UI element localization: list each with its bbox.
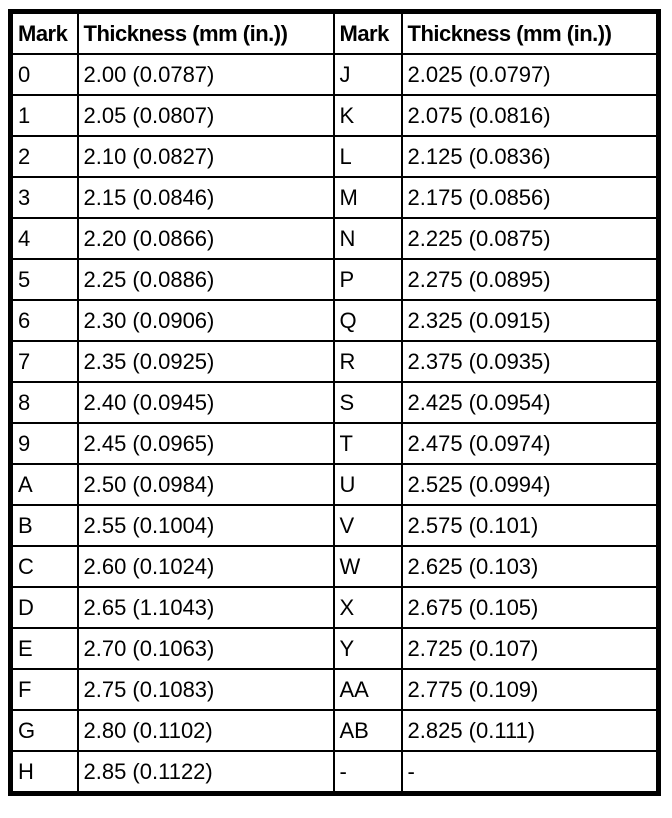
mark-cell: E <box>11 628 78 669</box>
mark-cell: W <box>334 546 402 587</box>
thickness-cell: 2.075 (0.0816) <box>402 95 659 136</box>
mark-cell: B <box>11 505 78 546</box>
mark-cell: N <box>334 218 402 259</box>
table-row <box>11 669 659 710</box>
mark-cell: S <box>334 382 402 423</box>
table-row <box>11 587 659 628</box>
thickness-table <box>8 9 661 796</box>
mark-cell: 6 <box>11 300 78 341</box>
thickness-cell: 2.05 (0.0807) <box>78 95 334 136</box>
col-header-thickness-right: Thickness (mm (in.)) <box>402 12 659 55</box>
thickness-cell: 2.00 (0.0787) <box>78 54 334 95</box>
mark-cell: 5 <box>11 259 78 300</box>
table-row <box>11 54 659 95</box>
thickness-cell: 2.475 (0.0974) <box>402 423 659 464</box>
mark-cell: 2 <box>11 136 78 177</box>
thickness-cell: 2.85 (0.1122) <box>78 751 334 794</box>
mark-cell: 1 <box>11 95 78 136</box>
thickness-cell: 2.55 (0.1004) <box>78 505 334 546</box>
mark-cell: 8 <box>11 382 78 423</box>
table-row <box>11 464 659 505</box>
mark-cell: 4 <box>11 218 78 259</box>
thickness-cell: 2.725 (0.107) <box>402 628 659 669</box>
mark-cell: X <box>334 587 402 628</box>
thickness-cell: 2.525 (0.0994) <box>402 464 659 505</box>
thickness-cell: 2.025 (0.0797) <box>402 54 659 95</box>
mark-cell: C <box>11 546 78 587</box>
thickness-cell: 2.75 (0.1083) <box>78 669 334 710</box>
table-row <box>11 751 659 794</box>
mark-cell: 0 <box>11 54 78 95</box>
mark-cell: T <box>334 423 402 464</box>
thickness-cell: 2.625 (0.103) <box>402 546 659 587</box>
mark-cell: R <box>334 341 402 382</box>
col-header-mark-left: Mark <box>11 12 78 55</box>
table-row <box>11 505 659 546</box>
header-row <box>11 12 659 55</box>
thickness-cell: 2.425 (0.0954) <box>402 382 659 423</box>
mark-cell: V <box>334 505 402 546</box>
thickness-cell: 2.20 (0.0866) <box>78 218 334 259</box>
mark-cell: 7 <box>11 341 78 382</box>
thickness-cell: 2.175 (0.0856) <box>402 177 659 218</box>
mark-cell: 3 <box>11 177 78 218</box>
thickness-cell: 2.40 (0.0945) <box>78 382 334 423</box>
table-row <box>11 95 659 136</box>
mark-cell: - <box>334 751 402 794</box>
thickness-cell: 2.50 (0.0984) <box>78 464 334 505</box>
thickness-cell: 2.35 (0.0925) <box>78 341 334 382</box>
thickness-cell: 2.80 (0.1102) <box>78 710 334 751</box>
mark-cell: Q <box>334 300 402 341</box>
thickness-cell: 2.25 (0.0886) <box>78 259 334 300</box>
mark-cell: Y <box>334 628 402 669</box>
table-row <box>11 628 659 669</box>
thickness-cell: 2.675 (0.105) <box>402 587 659 628</box>
table-row <box>11 382 659 423</box>
thickness-cell: 2.70 (0.1063) <box>78 628 334 669</box>
thickness-cell: 2.275 (0.0895) <box>402 259 659 300</box>
thickness-cell: 2.60 (0.1024) <box>78 546 334 587</box>
thickness-cell: 2.10 (0.0827) <box>78 136 334 177</box>
mark-cell: AA <box>334 669 402 710</box>
col-header-thickness-left: Thickness (mm (in.)) <box>78 12 334 55</box>
table-row <box>11 259 659 300</box>
thickness-cell: 2.125 (0.0836) <box>402 136 659 177</box>
table-row <box>11 300 659 341</box>
col-header-mark-right: Mark <box>334 12 402 55</box>
table-row <box>11 710 659 751</box>
table-row <box>11 177 659 218</box>
table-row <box>11 546 659 587</box>
mark-cell: U <box>334 464 402 505</box>
thickness-cell: 2.30 (0.0906) <box>78 300 334 341</box>
thickness-cell: 2.325 (0.0915) <box>402 300 659 341</box>
mark-cell: 9 <box>11 423 78 464</box>
mark-cell: AB <box>334 710 402 751</box>
mark-cell: J <box>334 54 402 95</box>
mark-cell: H <box>11 751 78 794</box>
table-body <box>11 54 659 794</box>
thickness-cell: 2.15 (0.0846) <box>78 177 334 218</box>
mark-cell: G <box>11 710 78 751</box>
mark-cell: D <box>11 587 78 628</box>
mark-cell: A <box>11 464 78 505</box>
thickness-cell: 2.45 (0.0965) <box>78 423 334 464</box>
thickness-cell: 2.225 (0.0875) <box>402 218 659 259</box>
thickness-cell: 2.375 (0.0935) <box>402 341 659 382</box>
thickness-cell: - <box>402 751 659 794</box>
table-row <box>11 218 659 259</box>
thickness-cell: 2.825 (0.111) <box>402 710 659 751</box>
thickness-cell: 2.775 (0.109) <box>402 669 659 710</box>
mark-cell: M <box>334 177 402 218</box>
mark-cell: L <box>334 136 402 177</box>
table-row <box>11 341 659 382</box>
mark-cell: P <box>334 259 402 300</box>
mark-cell: K <box>334 95 402 136</box>
table-row <box>11 423 659 464</box>
thickness-cell: 2.65 (1.1043) <box>78 587 334 628</box>
table-row <box>11 136 659 177</box>
thickness-cell: 2.575 (0.101) <box>402 505 659 546</box>
mark-cell: F <box>11 669 78 710</box>
